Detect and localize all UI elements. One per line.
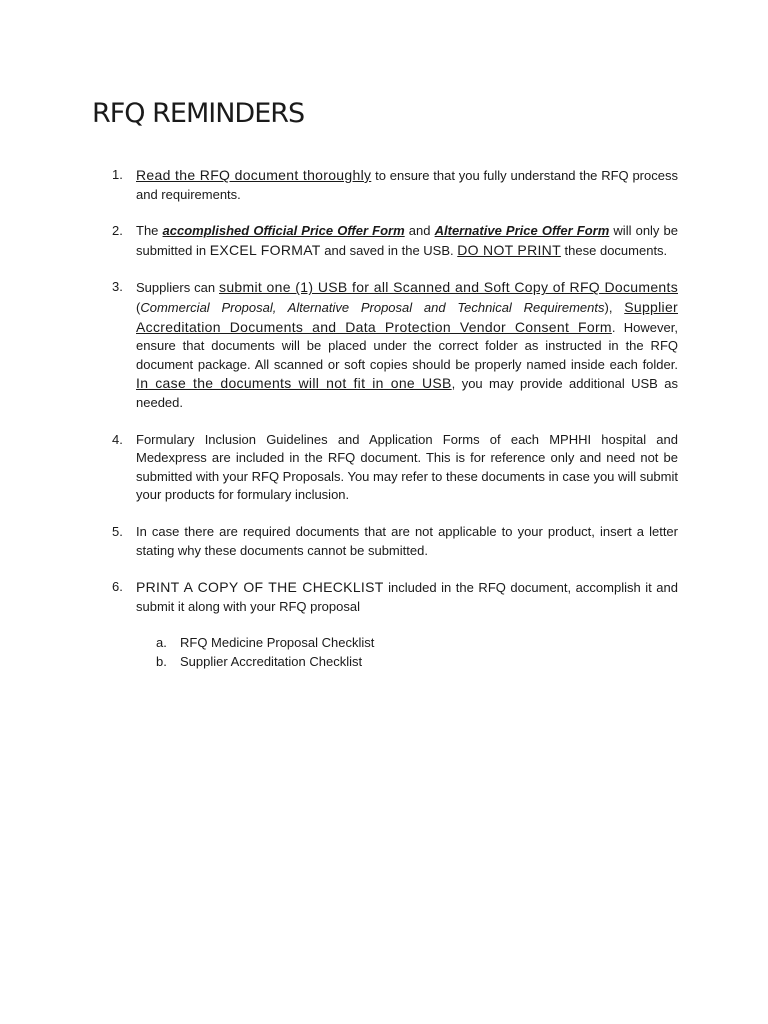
do-not-print-emphasis: DO NOT PRINT (457, 241, 561, 258)
print-checklist-emphasis: PRINT A COPY OF THE CHECKLIST (136, 579, 384, 596)
item-text: PRINT A COPY OF THE CHECKLIST included in the RFQ document, accomplish it and submit it along with your RFQ proposal (136, 579, 679, 614)
accreditation-emphasis: Supplier Accreditation Documents and Data Protection Vendor Consent Form (136, 298, 678, 335)
sublist-label: RFQ Medicine Proposal Checklist (180, 635, 375, 651)
list-item (112, 278, 678, 412)
sublist-item (156, 653, 678, 672)
list-item (112, 166, 678, 204)
sublist-label: Supplier Accreditation Checklist (180, 653, 363, 669)
item-text: Read the RFQ document thoroughly to ensure that you fully understand the RFQ process and requirements. (136, 167, 678, 202)
alternative-price-offer-form: Alternative Price Offer Form (434, 223, 610, 239)
item-text: Suppliers can submit one (1) USB for all Scanned and Soft Copy of RFQ Documents (Commercial Proposal, Alternative Proposal and Technical Requirements), Supplier Accreditation Documents and Data Protection Vendor Consent Form. However, ensure that documents will be placed under the correct folder as instructed in the RFQ document package. All scanned or soft copies should be properly named inside each folder. In case the documents will not fit in one USB, you may provide additional USB as needed. (136, 279, 678, 410)
read-rfq-emphasis: Read the RFQ document thoroughly (136, 167, 372, 183)
list-item (112, 431, 678, 505)
sublist-marker: b. (156, 653, 167, 669)
sublist-item (156, 634, 678, 653)
item-text: Formulary Inclusion Guidelines and Application Forms of each MPHHI hospital and Medexpress are included in the RFQ document. This is for reference only and need not be submitted with your RFQ Proposals. You may refer to these documents in case you will submit your products for formulary inclusion. (136, 431, 678, 503)
document-title: RFQ REMINDERS (92, 98, 305, 129)
reminder-list (112, 166, 678, 689)
usb-fit-emphasis: In case the documents will not fit in one USB (136, 375, 452, 392)
item-number: 3. (112, 279, 123, 295)
list-item (112, 578, 678, 671)
item-number: 4. (112, 431, 123, 447)
item-number: 1. (112, 167, 123, 182)
item-text: The accomplished Official Price Offer Form and Alternative Price Offer Form will only be submitted in EXCEL FORMAT and saved in the USB. DO NOT PRINT these documents. (136, 223, 679, 258)
checklist-sublist (136, 634, 678, 671)
usb-emphasis: submit one (1) USB for all Scanned and Soft Copy of RFQ Documents (219, 279, 678, 296)
item-text: In case there are required documents that are not applicable to your product, insert a letter stating why these documents cannot be submitted. (136, 523, 678, 558)
proposal-types: Commercial Proposal, Alternative Proposal and Technical Requirements (140, 299, 605, 315)
official-price-offer-form: accomplished Official Price Offer Form (162, 223, 405, 239)
item-number: 5. (112, 523, 123, 539)
list-item (112, 222, 678, 260)
item-number: 2. (112, 223, 123, 239)
item-number: 6. (112, 579, 123, 595)
sublist-marker: a. (156, 635, 167, 651)
excel-format-text: EXCEL FORMAT (209, 241, 321, 258)
list-item (112, 523, 678, 560)
